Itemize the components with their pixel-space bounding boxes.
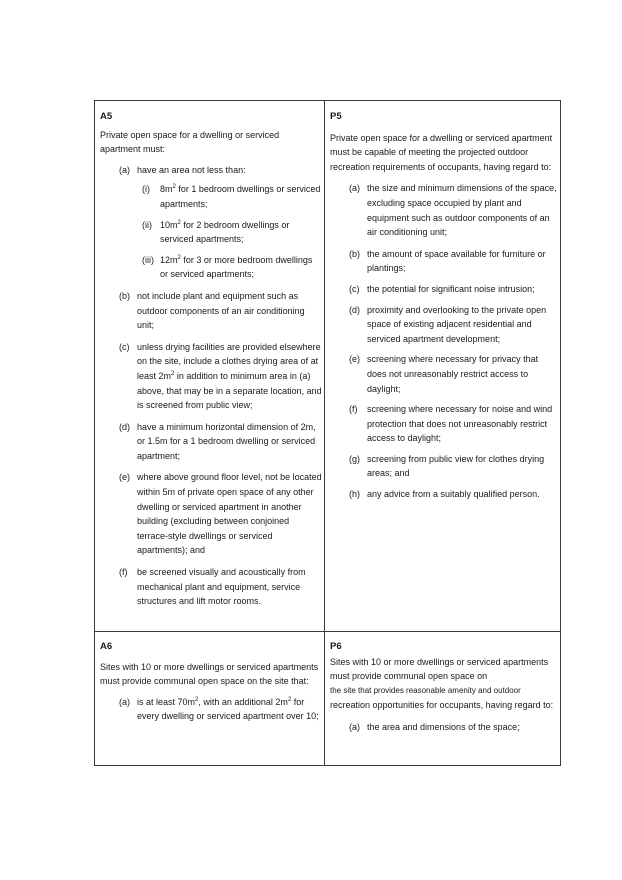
a5-subitem-ii	[100, 218, 322, 247]
p5-item-e-text: screening where necessary for privacy that does not unreasonably restrict access to daylight;	[367, 354, 539, 394]
p5-item-b	[330, 247, 558, 276]
p6-code: P6	[330, 641, 342, 652]
p5-item-g	[330, 452, 558, 481]
p5-item-h-text: any advice from a suitably qualified person.	[367, 489, 540, 500]
a5-item-e-text: where above ground floor level, not be located within 5m of private open space of any other dwelling or serviced apartment in another building (excluding between conjoined terrace-style dwellings or serviced apartments); and	[137, 472, 322, 556]
a5-subitem-iii-pre: 12m	[160, 254, 178, 265]
p6-intro-2: the site that provides reasonable amenity and outdoor	[330, 685, 521, 695]
a6-cell	[100, 640, 322, 724]
p5-item-f-label: (f)	[349, 404, 358, 415]
a5-item-a	[100, 163, 322, 178]
p5-item-c-text: the potential for significant noise intrusion;	[367, 283, 535, 294]
p5-cell	[330, 110, 558, 502]
a5-subitem-i-post: for 1 bedroom dwellings or serviced apartments;	[160, 184, 321, 209]
a6-intro: Sites with 10 or more dwellings or serviced apartments must provide communal open space on the site that:	[100, 661, 319, 687]
a5-item-c-text-post: in addition to minimum area in (a) above, that may be in a separate location, and is screened from public view;	[137, 370, 322, 411]
a6-item-a-pre: is at least 70m	[137, 696, 196, 707]
a5-item-c	[100, 340, 322, 413]
p5-item-a	[330, 181, 558, 239]
p5-item-h-label: (h)	[349, 489, 360, 500]
a6-item-a-sup2: 2	[287, 696, 292, 703]
p5-item-d	[330, 303, 558, 347]
p5-item-e-label: (e)	[349, 354, 360, 365]
p5-item-c-label: (c)	[349, 283, 360, 294]
a5-item-f-text: be screened visually and acoustically from mechanical plant and equipment, service structures and lift motor rooms.	[137, 567, 306, 607]
p6-item-a-label: (a)	[349, 721, 360, 732]
a5-item-e	[100, 470, 322, 558]
a6-item-a-label: (a)	[119, 696, 130, 707]
a5-item-c-label: (c)	[119, 341, 130, 352]
p5-item-d-text: proximity and overlooking to the private open space of existing adjacent residential and serviced apartment development;	[367, 304, 547, 344]
p5-item-a-label: (a)	[349, 183, 360, 194]
a5-subitem-iii-label: (iii)	[142, 254, 154, 265]
p5-intro: Private open space for a dwelling or serviced apartment must be capable of meeting the projected outdoor recreation requirements of occupants, having regard to:	[330, 132, 553, 172]
p5-item-b-label: (b)	[349, 248, 360, 259]
a5-item-e-label: (e)	[119, 472, 130, 483]
p6-intro-1: Sites with 10 or more dwellings or serviced apartments must provide communal open space on	[330, 656, 549, 682]
a5-item-b	[100, 289, 322, 333]
a5-cell	[100, 110, 322, 609]
a5-item-c-sup: 2	[171, 370, 175, 377]
a5-item-d	[100, 420, 322, 464]
a6-item-a-sup1: 2	[195, 696, 199, 703]
a5-item-a-label: (a)	[119, 164, 130, 175]
p5-code: P5	[330, 111, 342, 122]
a5-code: A5	[100, 111, 113, 122]
a5-item-f	[100, 565, 322, 609]
a6-code: A6	[100, 641, 113, 652]
row-divider	[95, 631, 560, 632]
a5-subitem-i	[100, 182, 322, 211]
p6-cell	[330, 640, 558, 735]
p5-item-g-label: (g)	[349, 453, 360, 464]
a5-subitem-ii-post: for 2 bedroom dwellings or serviced apartments;	[160, 219, 290, 245]
a5-item-a-text: have an area not less than:	[137, 164, 246, 175]
a5-item-c-text-pre: unless drying facilities are provided elsewhere on the site, include a clothes drying area of at least 2m	[137, 341, 321, 381]
p5-item-d-label: (d)	[349, 304, 360, 315]
p5-item-f-text: screening where necessary for noise and wind protection that does not unreasonably restrict access to daylight;	[367, 404, 553, 444]
a5-item-d-text: have a minimum horizontal dimension of 2m, or 1.5m for a 1 bedroom dwelling or serviced apartment;	[137, 421, 316, 461]
a6-item-a-post: for every dwelling or serviced apartment over 10;	[137, 696, 319, 722]
column-divider	[324, 101, 325, 765]
p5-item-f	[330, 402, 558, 446]
a5-subitem-ii-label: (ii)	[142, 219, 152, 230]
p6-item-a-text: the area and dimensions of the space;	[367, 721, 520, 732]
a5-subitem-i-pre: 8m	[160, 184, 173, 195]
a5-item-f-label: (f)	[119, 567, 128, 578]
a5-item-d-label: (d)	[119, 421, 130, 432]
p6-intro-3: recreation opportunities for occupants, having regard to:	[330, 700, 554, 711]
a5-intro: Private open space for a dwelling or serviced apartment must:	[100, 129, 280, 155]
a5-subitem-ii-pre: 10m	[160, 219, 178, 230]
a5-subitem-ii-sup: 2	[177, 219, 181, 226]
a5-subitem-iii	[100, 253, 322, 282]
a5-subitem-iii-post: for 3 or more bedroom dwellings or serviced apartments;	[160, 254, 313, 280]
a6-item-a-mid: , with an additional 2m	[198, 696, 288, 707]
a5-item-b-label: (b)	[119, 290, 130, 301]
provisions-table	[94, 100, 561, 766]
a5-subitem-iii-sup: 2	[177, 254, 181, 261]
p5-item-h	[330, 487, 558, 502]
p5-item-c	[330, 282, 558, 297]
a5-subitem-i-sup: 2	[172, 184, 176, 191]
p5-item-b-text: the amount of space available for furniture or plantings;	[367, 248, 546, 274]
a5-subitem-i-label: (i)	[142, 184, 150, 195]
p5-item-e	[330, 352, 558, 396]
a6-item-a	[100, 695, 322, 724]
p5-item-g-text: screening from public view for clothes drying areas; and	[367, 453, 545, 479]
p5-item-a-text: the size and minimum dimensions of the space, excluding space occupied by plant and equipment such as outdoor components of an air conditioning unit;	[367, 183, 557, 238]
a5-item-b-text: not include plant and equipment such as outdoor components of an air conditioning unit;	[137, 290, 305, 331]
p6-item-a	[330, 720, 558, 735]
